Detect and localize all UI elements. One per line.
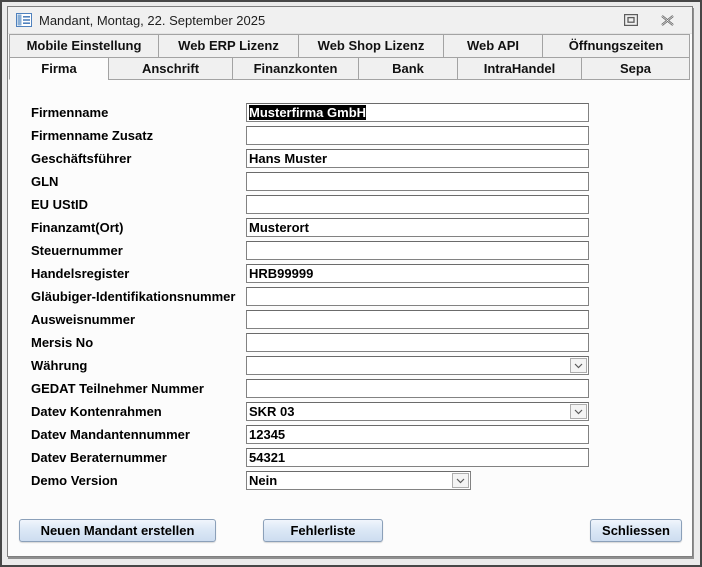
field-label: Datev Mandantennummer [31, 427, 190, 442]
tab-oeffnungszeiten[interactable]: Öffnungszeiten [542, 34, 690, 57]
field-value: 12345 [249, 427, 286, 442]
field-value: 54321 [249, 450, 286, 465]
ausweisnummer-input[interactable] [246, 310, 589, 329]
field-label: GLN [31, 174, 59, 189]
firma-tab-panel [8, 80, 692, 552]
tab-row-lower [9, 57, 691, 80]
gln-input[interactable] [246, 172, 589, 191]
button-bar [8, 519, 692, 542]
field-value: HRB99999 [249, 266, 314, 281]
mandant-window [7, 6, 693, 557]
title-bar [8, 7, 692, 34]
field-label: Geschäftsführer [31, 151, 132, 166]
field-label: Gläubiger-Identifikationsnummer [31, 289, 236, 304]
restore-icon[interactable] [620, 11, 642, 29]
steuernummer-input[interactable] [246, 241, 589, 260]
tab-sepa[interactable]: Sepa [581, 57, 690, 80]
chevron-down-icon[interactable] [570, 358, 587, 373]
field-label: Handelsregister [31, 266, 130, 281]
tab-mobile-einstellung[interactable]: Mobile Einstellung [9, 34, 159, 57]
firmenname-input[interactable] [246, 103, 589, 122]
demo-version-select[interactable] [246, 471, 471, 490]
handelsregister-input[interactable] [246, 264, 589, 283]
form-row [31, 448, 692, 467]
field-label: Finanzamt(Ort) [31, 220, 124, 235]
tab-anschrift[interactable]: Anschrift [108, 57, 233, 80]
tab-row-upper [9, 34, 691, 57]
geschaeftsfuehrer-input[interactable] [246, 149, 589, 168]
tab-firma[interactable]: Firma [9, 57, 109, 80]
firma-form [8, 80, 692, 490]
eu-ustid-input[interactable] [246, 195, 589, 214]
gedat-teilnehmer-nummer-input[interactable] [246, 379, 589, 398]
form-row [31, 149, 692, 168]
fehlerliste-button[interactable]: Fehlerliste [263, 519, 383, 542]
waehrung-select[interactable] [246, 356, 589, 375]
form-row [31, 310, 692, 329]
field-label: Firmenname [31, 105, 109, 120]
chevron-down-icon[interactable] [570, 404, 587, 419]
form-row [31, 425, 692, 444]
tab-control [9, 34, 691, 80]
field-value: Hans Muster [249, 151, 328, 166]
datev-kontenrahmen-select[interactable] [246, 402, 589, 421]
field-label: Datev Beraternummer [31, 450, 167, 465]
form-row [31, 333, 692, 352]
form-icon [16, 13, 32, 27]
form-row [31, 195, 692, 214]
neuen-mandant-erstellen-button[interactable]: Neuen Mandant erstellen [19, 519, 216, 542]
form-row [31, 471, 692, 490]
tab-bank[interactable]: Bank [358, 57, 458, 80]
field-label: Datev Kontenrahmen [31, 404, 162, 419]
field-label: Ausweisnummer [31, 312, 136, 327]
field-value: SKR 03 [249, 404, 295, 419]
mersis-no-input[interactable] [246, 333, 589, 352]
form-row [31, 126, 692, 145]
form-row [31, 287, 692, 306]
form-row [31, 356, 692, 375]
form-row [31, 264, 692, 283]
tab-intrahandel[interactable]: IntraHandel [457, 57, 582, 80]
schliessen-button[interactable]: Schliessen [590, 519, 682, 542]
form-row [31, 218, 692, 237]
chevron-down-icon[interactable] [452, 473, 469, 488]
datev-mandantennummer-input[interactable] [246, 425, 589, 444]
selected-text: Musterfirma GmbH [249, 105, 367, 120]
field-label: Steuernummer [31, 243, 123, 258]
form-row [31, 103, 692, 122]
tab-web-shop-lizenz[interactable]: Web Shop Lizenz [298, 34, 444, 57]
tab-finanzkonten[interactable]: Finanzkonten [232, 57, 359, 80]
firmenname-zusatz-input[interactable] [246, 126, 589, 145]
datev-beraternummer-input[interactable] [246, 448, 589, 467]
finanzamt-ort-input[interactable] [246, 218, 589, 237]
window-title: Mandant, Montag, 22. September 2025 [39, 12, 266, 28]
form-row [31, 379, 692, 398]
form-row [31, 241, 692, 260]
field-label: GEDAT Teilnehmer Nummer [31, 381, 204, 396]
close-icon[interactable] [656, 11, 678, 29]
field-value: Nein [249, 473, 278, 488]
field-label: Währung [31, 358, 88, 373]
glaeubiger-identifikationsnummer-input[interactable] [246, 287, 589, 306]
field-label: Mersis No [31, 335, 94, 350]
field-label: EU UStID [31, 197, 89, 212]
tab-web-api[interactable]: Web API [443, 34, 543, 57]
field-label: Demo Version [31, 473, 118, 488]
tab-web-erp-lizenz[interactable]: Web ERP Lizenz [158, 34, 299, 57]
field-label: Firmenname Zusatz [31, 128, 154, 143]
field-value: Musterort [249, 220, 309, 235]
form-row [31, 402, 692, 421]
form-row [31, 172, 692, 191]
